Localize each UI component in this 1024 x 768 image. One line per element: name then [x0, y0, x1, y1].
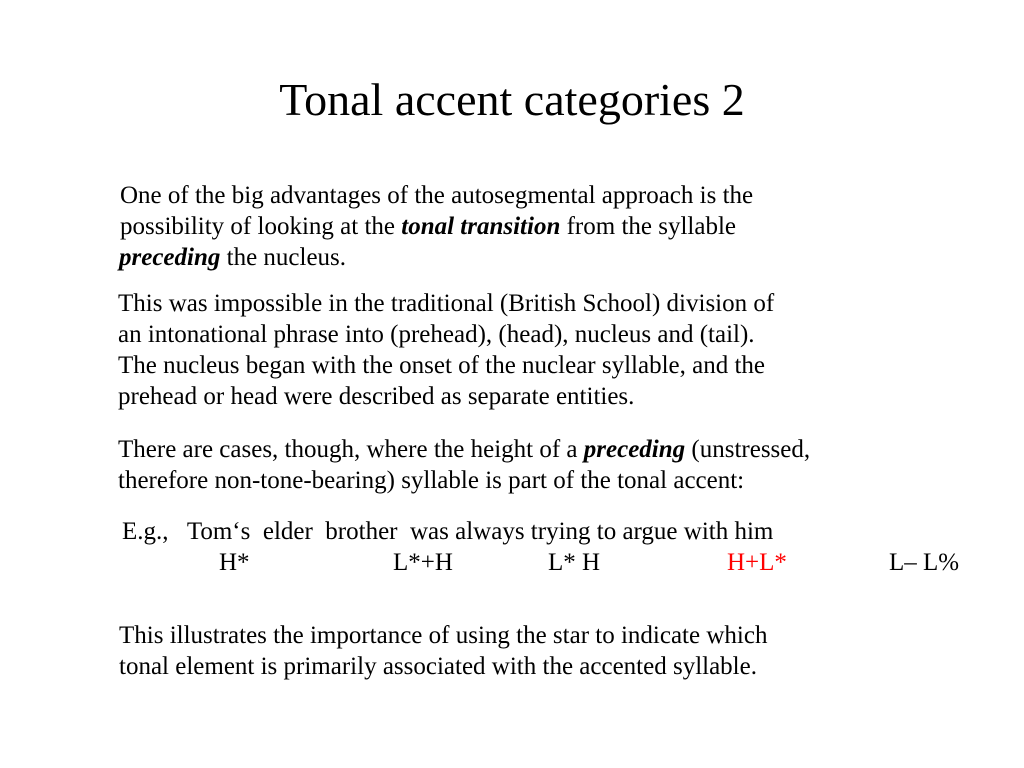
paragraph-preceding-syllable	[118, 434, 810, 496]
paragraph-line: One of the big advantages of the autosegmental approach is the	[120, 182, 754, 209]
example-text: E.g., Tom‘s elder brother was always trying to argue with him	[122, 518, 774, 545]
tone-label-l-star-h: L* H	[548, 549, 601, 576]
paragraph-line: tonal element is primarily associated with the accented syllable.	[119, 653, 757, 680]
text-run: There are cases, though, where the height of a	[118, 436, 584, 463]
text-run: possibility of looking at the	[120, 213, 402, 240]
paragraph-line: therefore non-tone-bearing) syllable is part of the tonal accent:	[118, 467, 745, 494]
paragraph-line	[120, 211, 753, 242]
paragraph-line	[118, 434, 810, 465]
example-sentence	[122, 516, 773, 547]
paragraph-line: The nucleus began with the onset of the nuclear syllable, and the	[118, 352, 766, 379]
tone-label-boundary: L– L%	[889, 549, 960, 576]
tone-label-l-star-plus-h: L*+H	[393, 549, 453, 576]
emphasis-preceding: preceding	[583, 436, 686, 463]
paragraph-autosegmental-advantage	[120, 180, 753, 273]
text-run: the nucleus.	[220, 244, 347, 271]
emphasis-tonal-transition: tonal transition	[401, 213, 561, 240]
tone-label-h-plus-l-star: H+L*	[727, 549, 787, 576]
emphasis-preceding: preceding	[119, 244, 221, 271]
tone-label-h-star: H*	[219, 549, 250, 576]
paragraph-line: prehead or head were described as separate entities.	[118, 383, 635, 410]
slide-title: Tonal accent categories 2	[279, 74, 745, 125]
paragraph-line: This was impossible in the traditional (British School) division of	[118, 290, 775, 317]
paragraph-line	[119, 242, 753, 273]
paragraph-line: This illustrates the importance of using the star to indicate which	[119, 622, 768, 649]
paragraph-line: an intonational phrase into (prehead), (head), nucleus and (tail).	[118, 321, 755, 348]
paragraph-british-school	[118, 288, 774, 412]
text-run: from the syllable	[560, 213, 737, 240]
text-run: (unstressed,	[685, 436, 811, 463]
paragraph-star-importance	[119, 620, 767, 682]
